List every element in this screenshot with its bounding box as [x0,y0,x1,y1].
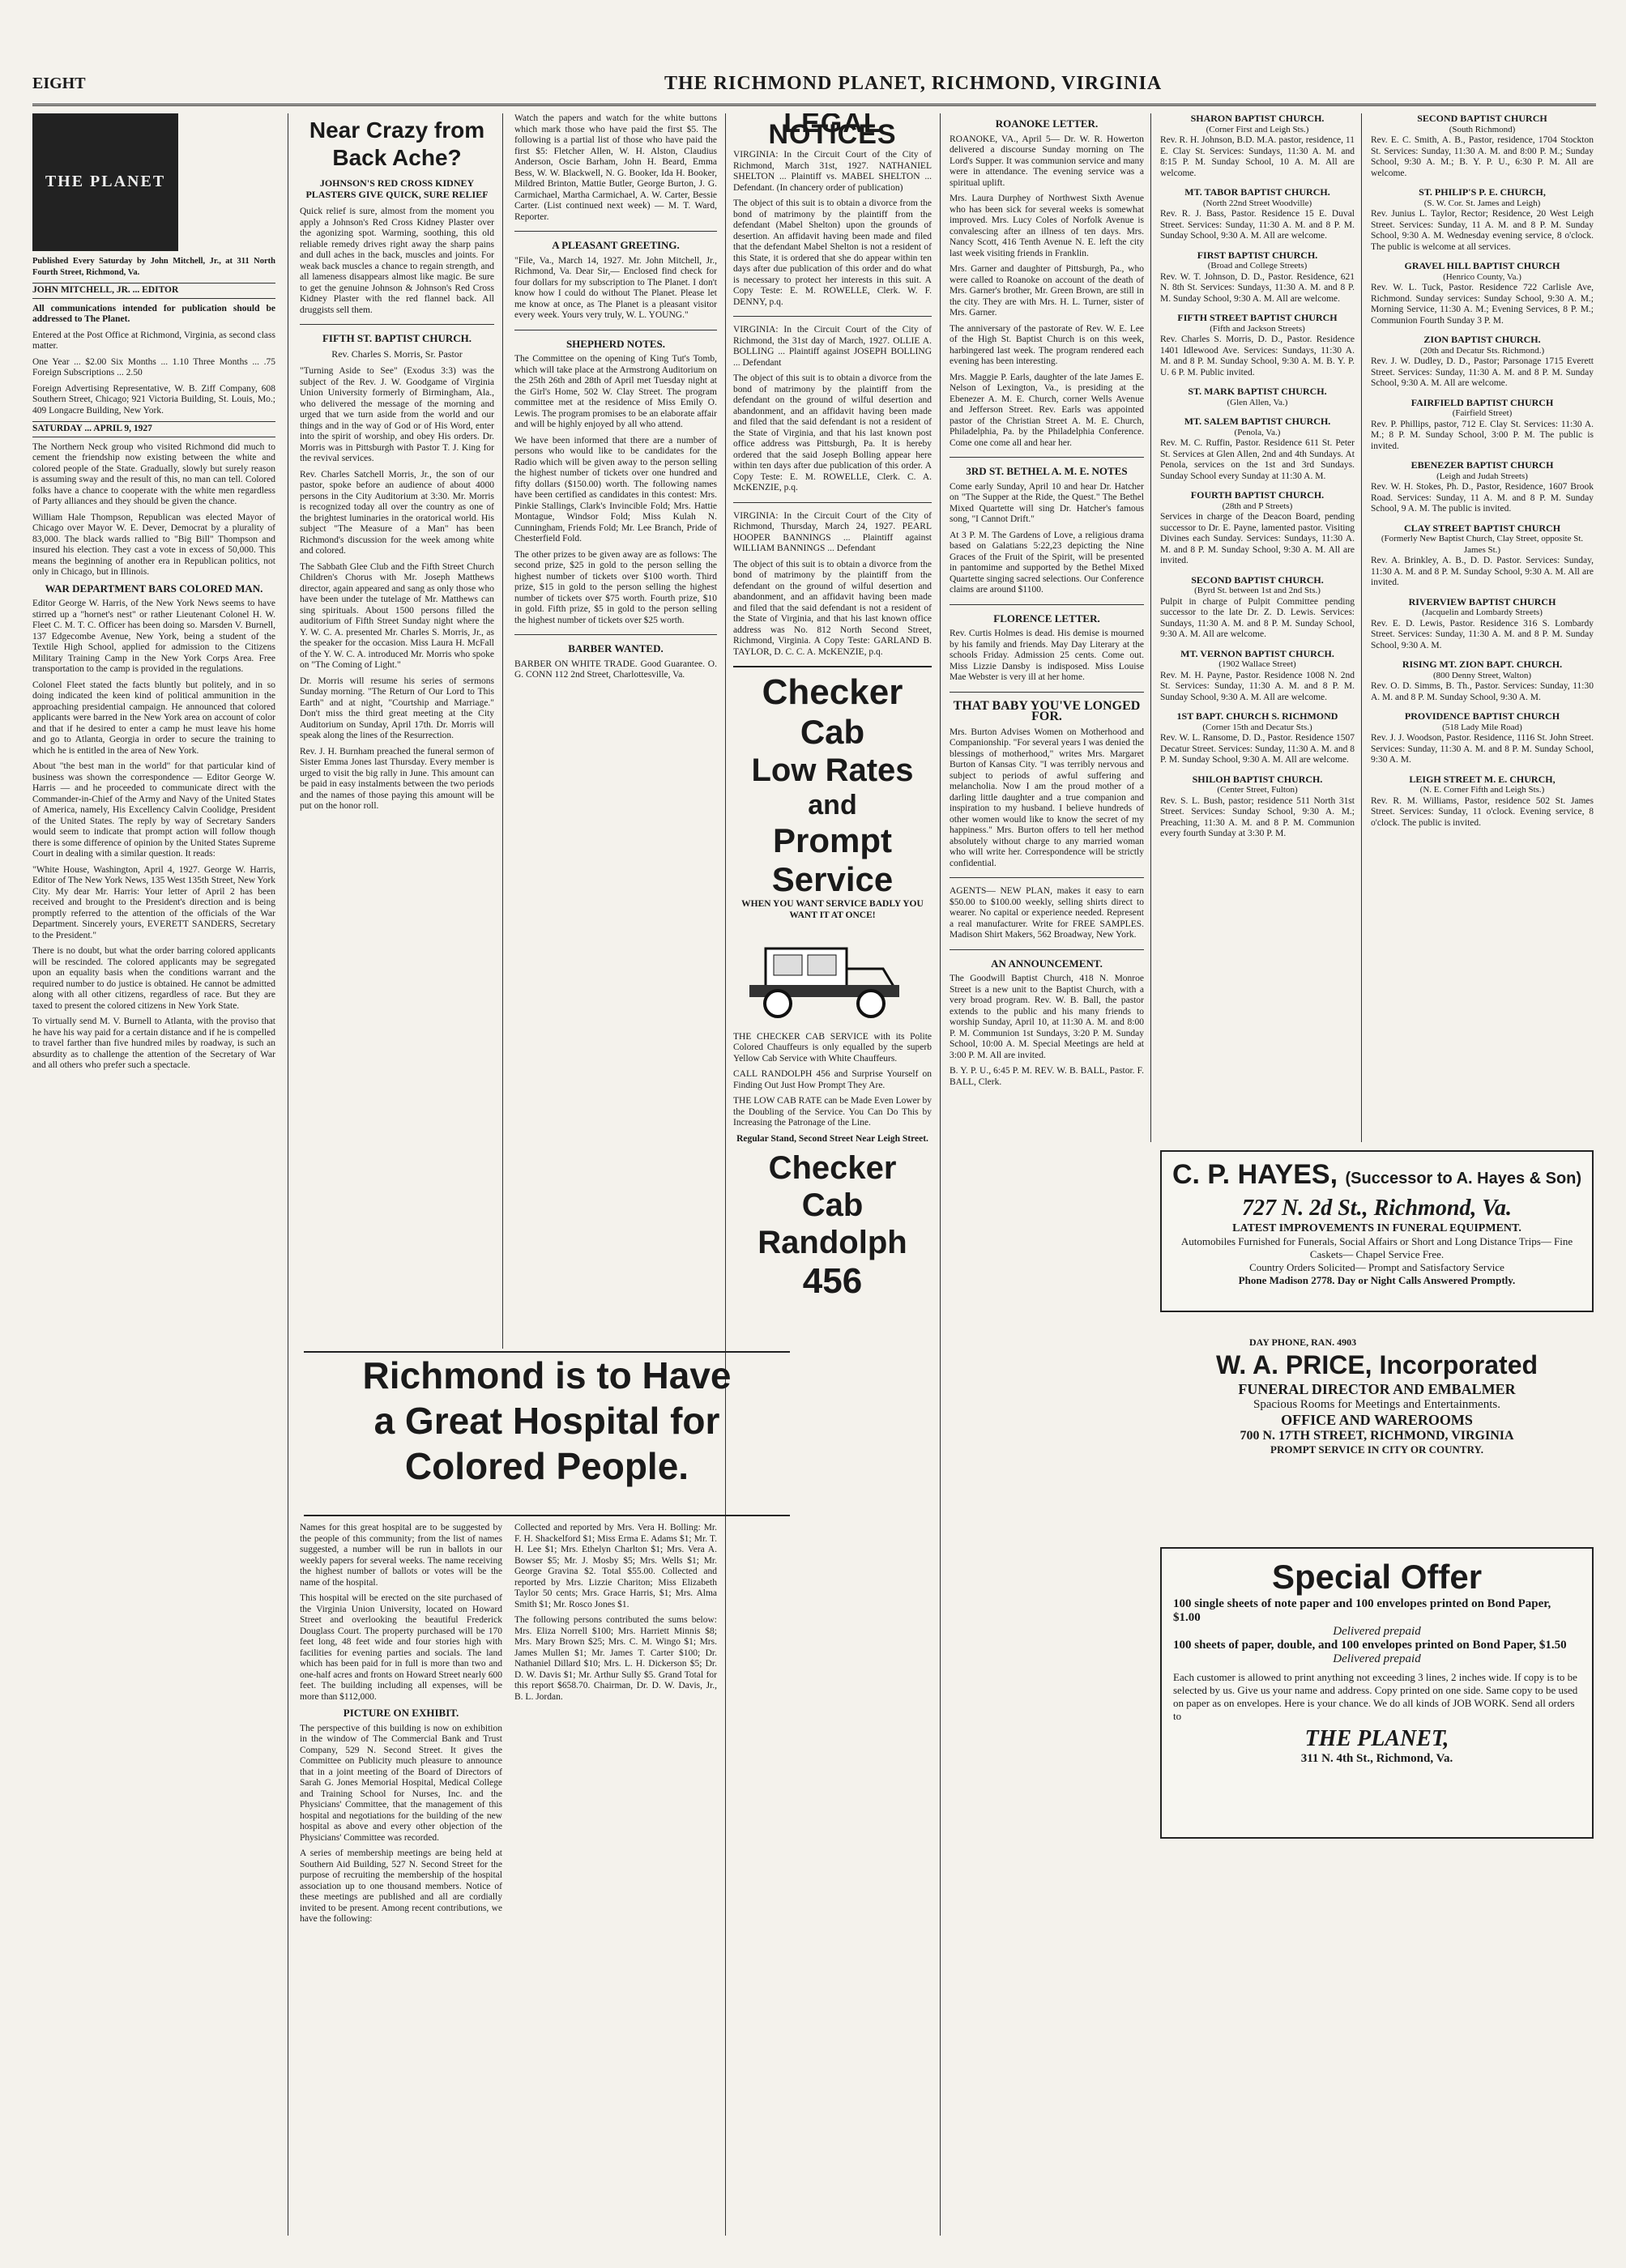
church-listing [1160,250,1355,305]
backache-subhead: JOHNSON'S RED CROSS KIDNEY PLASTERS GIVE QUICK, SURE RELIEF [305,177,489,200]
church-name: FIRST BAPTIST CHURCH. [1197,249,1318,261]
paragraph: We have been informed that there are a number of persons who would like to be candidates for the Radio which will be given away to the person selling the highest number of tickets over one hundred and fifty dollars ($150.00) worth. The following names have been certified as candidates in this contest: Mrs. Pinkie Stallings, Clark's Invincible Fold; Mrs. Hattie Montague, Windsor Fold; Miss Kulah N. Cunningham, Friends Fold; Mr. Lee Branch, Pride of Chesterfield Fold. [514,435,717,544]
church-listing [1160,490,1355,567]
paragraph: Dr. Morris will resume his series of sermons Sunday morning. "The Return of Our Lord to This Earth" and at night, "Courtship and Marriage." Don't miss the third great meeting at the City Auditorium on Sunday, April 17th. Dr. Morris will speak along the lines of the Resurrection. [300,676,494,740]
church-name: RISING MT. ZION BAPT. CHURCH. [1402,659,1563,670]
hospital-headline-1: Richmond is to Have [362,1354,732,1396]
price-line: PROMPT SERVICE IN CITY OR COUNTRY. [1270,1443,1483,1456]
column-rule [502,113,503,1349]
paragraph: The Goodwill Baptist Church, 418 N. Monroe Street is a new unit to the Baptist Church, with a very broad program. Rev. W. B. Ball, the pastor extends to the public and his many friends to worship Sunday, April 10, at 11:30 A. M. and 8:00 P. M. Communion 1st Sundays, 3:20 P. M. Sunday School, 10:00 A. M. Special Meetings are held at 3:00 P. M. All are invited. [950,974,1144,1060]
offer-line: 100 single sheets of note paper and 100 envelopes printed on Bond Paper, $1.00 [1173,1597,1551,1624]
community-column [514,113,717,1345]
paragraph: "Turning Aside to See" (Exodus 3:3) was the subject of the Rev. J. W. Goodgame of Virginia Union University formerly of Birmingham, Ala., who delivered the message of the morning and urged that we turn aside from the world and our things and in the way of God or of His Word, enter into the spirit of worship, and obey His orders. Dr. Morris was in Pittsburgh with Pastor T. J. King for the revival services. [300,366,494,463]
church-address: (Leigh and Judah Streets) [1436,471,1528,481]
church-name: GRAVEL HILL BAPTIST CHURCH [1404,260,1560,271]
church-name: ST. MARK BAPTIST CHURCH. [1188,386,1327,397]
church-address: (Byrd St. between 1st and 2nd Sts.) [1194,586,1321,595]
price-line: FUNERAL DIRECTOR AND EMBALMER [1238,1381,1516,1397]
hayes-successor: (Successor to A. Hayes & Son) [1345,1170,1582,1187]
paragraph: Mrs. Laura Durphey of Northwest Sixth Avenue who has been sick for several weeks is somewhat improved. Mrs. Lucy Coles of Norfolk Avenue is convalescing after an illness of ten days. Mrs. Nancy Scott, 416 Tenth Avenue N. E. left the city last week visiting friends in Franklin. [950,194,1144,258]
church-listing [1371,659,1594,703]
legal-notices-title: LEGAL NOTICES [768,113,897,150]
church-info: Rev. A. Brinkley, A. B., D. D. Pastor. Services: Sunday, 11:30 A. M. and 8 P. M. Sunday School, 9:30 A. M. All are invited. [1371,556,1594,587]
cab-word: Cab [800,713,865,751]
divider [950,604,1144,605]
foreign-rep: Foreign Advertising Representative, W. B. Ziff Company, 608 Southern Street, Chicago; 921 Victoria Building, St. Louis, Mo.; 409 Longacre Building, New York. [32,383,275,416]
paragraph: Mrs. Burton Advises Women on Motherhood and Companionship. "For several years I was denied the blessings of motherhood," writes Mrs. Margaret Burton of Kansas City. "I was terribly nervous and subject to periods of awful suffering and melancholia. Now I am the proud mother of a darling little daughter and a true companion and inspiration to my husband. I believe hundreds of other women would like to know the secret of my happiness." Mrs. Burton offers to tell her method absolutely without charge to any married woman who will write her. Correspondence will be strictly confidential. [950,727,1144,868]
offer-planet: THE PLANET, [1304,1726,1449,1751]
paragraph: To virtually send M. V. Burnell to Atlanta, with the proviso that he have his way paid for a certain distance and if he is compelled to travel farther than five hundred miles by roadway, is such an absurdity as to challenge the attention of the Secretary of War and all others who prefer such a spectacle. [32,1017,275,1070]
church-name: SECOND BAPTIST CHURCH. [1191,573,1324,586]
church-address: (800 Denny Street, Walton) [1432,670,1532,680]
checker-word: Checker [762,672,903,712]
church-name: MT. SALEM BAPTIST CHURCH. [1184,416,1331,427]
article-heading: BARBER WANTED. [568,642,664,654]
church-address: (Broad and College Streets) [1207,261,1308,271]
church-listing [1160,313,1355,378]
page-number: EIGHT [32,75,86,92]
paragraph: Editor George W. Harris, of the New York News seems to have stirred up a "hornet's nest" or rather Lieutenant Colonel H. W. Fleet C. M. T. C. Officer has been doing so. Marsden V. Burnell, 137 Edgecombe Avenue, New York, being a student of the Textile High School, applied for admission to the Citizens Military Training Camp in the New York Corps Area. Free transportation to the camp is provided in the regulations. [32,599,275,674]
divider [300,324,494,325]
legal-notice: The object of this suit is to obtain a divorce from the bond of matrimony by the plaintiff from the defendant on the ground of wilful desertion and abandonment, and an affidavit having been made and filed that the said defendant is not a resident of the State of Virginia, and that his last known post office address was Pittsburgh, Pa. It is hereby ordered that the said Joseph Bolling appear here within ten days after due publication of this order. A Copy Teste: E. M. ROWELLE, Clerk. C. A. McKENZIE, p.q. [733,373,932,492]
article-heading: PICTURE ON EXHIBIT. [343,1707,459,1719]
hayes-line: Automobiles Furnished for Funerals, Social Affairs or Short and Long Distance Trips— Fine Caskets— Chapel Service Free. [1180,1235,1573,1260]
church-address: (Fifth and Jackson Streets) [1210,323,1305,334]
checker-cab-ad [733,666,932,1302]
paragraph: AGENTS— NEW PLAN, makes it easy to earn $50.00 to $100.00 weekly, selling shirts direct to wearer. No capital or experience needed. Represent a real manufacturer. Write for FREE SAMPLES. Madison Shirt Makers, 562 Broadway, New York. [950,886,1144,940]
price-funeral-ad [1160,1336,1594,1498]
kidney-plaster-column [300,113,494,1345]
legal-notices-column [733,113,932,2236]
paragraph: The anniversary of the pastorate of Rev. W. E. Lee of the High St. Baptist Church is on this week, harbingered last week. The program rendered each evening has been interesting. [950,323,1144,366]
price-line: 700 N. 17TH STREET, RICHMOND, VIRGINIA [1240,1429,1514,1443]
editor-line: JOHN MITCHELL, JR. ... EDITOR [32,283,275,299]
church-listing [1160,649,1355,704]
prompt-word: Prompt [773,821,892,859]
church-address: (Formerly New Baptist Church, Clay Street, opposite St. James St.) [1381,534,1584,555]
church-name: SHARON BAPTIST CHURCH. [1190,113,1325,124]
paragraph: The Northern Neck group who visited Richmond did much to cement the friendship now existing between the white and colored people of the State. Gradually, slowly but surely reason is assuming sway and the result of this, no man can tell. Colored folks have a chance to cooperate with the white men regardless of Party alliances and they should be given the chance. [32,441,275,506]
paragraph: Come early Sunday, April 10 and hear Dr. Hatcher on "The Supper at the Ride, the Quest." The Bethel Mixed Quartette will sing Dr. Hatcher's famous song, "I Cannot Drift." [950,481,1144,524]
taxi-car-illustration [733,932,911,1021]
church-address: (Corner First and Leigh Sts.) [1206,124,1309,134]
divider [950,457,1144,458]
article-heading: ROANOKE LETTER. [995,117,1099,130]
church-info: Rev. R. M. Williams, Pastor, residence 502 St. James Street. Services: Sunday, 11 o'clock. Evening service, 8 o'clock. The public is invited. [1371,795,1594,828]
paragraph: Quick relief is sure, almost from the moment you apply a Johnson's Red Cross Kidney Plaster over the agonizing spot. Warming, soothing, this old reliable remedy drives right away the sharp pains and dull aches in the back, muscles and joints. For weak back muscles a chance to regain strength, and all lameness disappears almost like magic. Be sure to get the genuine Johnson & Johnson's Red Cross Kidney Plaster with the red flannel back. All druggists sell them. [300,207,494,315]
church-name: 1ST BAPT. CHURCH S. RICHMOND [1176,710,1338,722]
church-info: Rev. M. H. Payne, Pastor. Residence 1008 N. 2nd St. Services: Sunday, 11:30 A. M. and 8 P. M. Sunday School, 9:30 A. M. All are welcome. [1160,670,1355,702]
hospital-article-right [514,1523,717,2236]
hospital-article-left [300,1523,502,2236]
church-address: (N. E. Corner Fifth and Leigh Sts.) [1419,785,1545,795]
paragraph: BARBER ON WHITE TRADE. Good Guarantee. O. G. CONN 112 2nd Street, Charlottesville, Va. [514,659,717,680]
hayes-line: Country Orders Solicited— Prompt and Satisfactory Service [1249,1261,1504,1273]
paragraph: This hospital will be erected on the site purchased of the Virginia Union University, located on Howard Street and overlooking the beautiful Frederick Douglass Court. The property purchased will be 170 feet long, 48 feet wide and four stories high with facilities for evening parties and socials. The land which has been paid for in full is more than two and one-half acres and fronts on Howard Street nearly 600 feet. The building including all expenses, will be more than $112,000. [300,1593,502,1702]
cab-word-2: Cab [801,1187,864,1223]
church-info: Rev. J. J. Woodson, Pastor. Residence, 1116 St. John Street. Services: Sunday, 11:30 A. M. and 8 P. M. Sunday School, 9:30 A. M. [1371,733,1594,765]
church-listing [1160,711,1355,766]
offer-line: 100 sheets of paper, double, and 100 envelopes printed on Bond Paper, $1.50 [1173,1639,1567,1652]
paragraph: The following persons contributed the sums below: Mrs. Eliza Norrell $100; Mrs. Harriett Minnis $8; Mrs. Mary Brown $25; Mrs. C. M. Wingo $1; Mrs. James Mullen $1; Mr. James T. Carter $100; Dr. Nathaniel Dillard $10; Mrs. L. H. Dickerson $5; Dr. D. W. Davis $1; Mr. Arthur Sully $5. Grand Total for this report $658.70. Chairman, Dr. D. W. Davis, Jr., B. L. Jordan. [514,1615,717,1702]
newspaper-title: THE RICHMOND PLANET, RICHMOND, VIRGINIA [664,73,1163,94]
church-address: (Jacquelin and Lombardy Streets) [1422,608,1543,617]
church-name: RIVERVIEW BAPTIST CHURCH [1408,595,1556,608]
paragraph: "File, Va., March 14, 1927. Mr. John Mitchell, Jr., Richmond, Va. Dear Sir,— Enclosed find check for four dollars for my subscription to The Planet. I don't know how I could do without The Planet. Please let me know at once, as The Planet is a pleasant visitor every week. Yours very truly, W. L. YOUNG." [514,255,717,320]
church-info: Rev. Charles S. Morris, D. D., Pastor. Residence 1401 Idlewood Ave. Services: Sundays, 11:30 A. M. and 8 P. M. Sunday School, 9:30 A. M. B. Y. P. U. 6 P. M. Public invited. [1160,335,1355,377]
paragraph: Names for this great hospital are to be suggested by the people of this community; from the list of names suggested, a number will be run in ballots in our weekly papers for several weeks. The name receiving the highest number of ballots or votes will be the name of the hospital. [300,1523,502,1588]
checker-tagline: WHEN YOU WANT SERVICE BADLY YOU WANT IT AT ONCE! [741,899,924,920]
church-info: Rev. J. W. Dudley, D. D., Pastor; Parsonage 1715 Everett Street. Services: Sunday, 11:30 A. M. and 8 P. M. Sunday School, 9:30 A. M. All are welcome. [1371,356,1594,388]
checker-word-2: Checker [768,1150,897,1186]
entered: Entered at the Post Office at Richmond, Virginia, as second class matter. [32,330,275,351]
paragraph: The Sabbath Glee Club and the Fifth Street Church Children's Chorus with Mr. Joseph Matthews director, again appeared and sang as only those who have been under the tutelage of Mr. Matthews can sing spirituals. About 1500 persons filled the auditorium of Fifth Street Sunday night where the Y. W. C. A. presented Mr. Charles S. Morris, Jr., as the speaker for the occasion. Miss Laura H. McFall of the Y. W. C. A. introduced Mr. Morris who spoke on "The Coming of Light." [300,561,494,670]
article-heading: SHEPHERD NOTES. [565,337,666,350]
paragraph: There is no doubt, but what the order barring colored applicants will be rescinded. The colored applicants may be segregated upon an equality basis when the conditions warrant and the required number to do justice is obtained. He cannot be admitted along with all other citizens, regardless of race. But they are taxed to present the colored citizens in New York State. [32,946,275,1011]
church-name: EBENEZER BAPTIST CHURCH [1410,459,1554,471]
church-listing [1371,187,1594,253]
price-line: OFFICE AND WAREROOMS [1281,1412,1473,1428]
article-heading: A PLEASANT GREETING. [552,239,680,251]
low-rates: Low Rates [751,752,914,788]
church-info: Rev. W. L. Tuck, Pastor. Residence 722 Carlisle Ave, Richmond. Sunday services: Sunday School, 9:30 A. M.; Morning Service, 11:30 A. M.; Evening Services, 8 P. M.; Communion Fourth Sunday 3 P. M. [1371,283,1594,326]
church-name: MT. TABOR BAPTIST CHURCH. [1184,186,1330,198]
masthead [32,71,1596,106]
paragraph: About "the best man in the world" for that particular kind of business was shown the correspondence — Editor George W. Harris — and he proceeded to communicate direct with the Commander-in-Chief of the Army and Navy of the United States of America, namely, His Excellency Calvin Coolidge, President of the United States. The reply by way of Secretary Sanders would seem to indicate that prompt action will follow though there is some difference of opinion by the United States Supreme Court in dealing with a similar question. It reads: [32,761,275,859]
hayes-name: C. P. HAYES, [1171,1159,1338,1190]
legal-notice: The object of this suit is to obtain a divorce from the bond of matrimony by the plaintiff from the defendant on the ground of wilful desertion and abandonment, and an affidavit having been made and filed that the said defendant is not a resident of the State of Virginia, and that his last known office address was No. 812 North Second Street, Richmond, Virginia. A Copy Teste: GARLAND B. TAYLOR, D. C. C. A. McKENZIE, p.q. [733,559,932,657]
hayes-address: 727 N. 2d St., Richmond, Va. [1242,1196,1512,1221]
church-address: (518 Lady Mile Road) [1442,722,1522,732]
church-info: Rev. E. D. Lewis, Pastor. Residence 316 S. Lombardy Street. Services: Sunday, 11:30 A. M. and 8 P. M. Sunday School, 9:30 A. M. [1371,618,1594,650]
rates: One Year ... $2.00 Six Months ... 1.10 Three Months ... .75 Foreign Subscriptions ... 2.50 [32,356,275,377]
article-heading: 3RD ST. BETHEL A. M. E. NOTES [966,465,1128,477]
church-name: SHILOH BAPTIST CHURCH. [1192,773,1323,785]
church-name: MT. VERNON BAPTIST CHURCH. [1180,647,1334,659]
paragraph: The Committee on the opening of King Tut's Tomb, which will take place at the Armstrong Auditorium on the 25th 26th and 28th of April met Tuesday night at the Girl's Home, 502 W. Clay Street. The program committee met at the residence of Miss Emily O. Lewis. The program promises to be an elaborate affair and will be highly enjoyed by all who attend. [514,354,717,429]
randolph-word: Randolph [758,1225,907,1260]
church-address: (Corner 15th and Decatur Sts.) [1202,722,1312,732]
church-info: Rev. R. J. Bass, Pastor. Residence 15 E. Duval Street. Services: Sunday, 11:30 A. M. and 8 P. M. Sunday School, 9:30 A. M. All are welcome. [1160,209,1355,241]
legal-notice: The object of this suit is to obtain a divorce from the bond of matrimony by the plaintiff from the defendant (Mabel Shelton) upon the grounds of desertion. An affidavit having been made and filed that the defendant Mabel Shelton is not a resident of this State, it is ordered that she do appear within ten days after due publication of this order and do what is necessary to protect her interests in this suit. A Copy Teste: E. M. ROWELLE, Clerk. W. F. DENNY, p.q. [733,198,932,307]
church-name: PROVIDENCE BAPTIST CHURCH [1404,710,1560,722]
editorial-column [32,113,275,2236]
hayes-funeral-ad [1160,1150,1594,1312]
service-word: Service [771,860,894,898]
special-offer-ad [1160,1547,1594,1839]
church-info: Rev. W. T. Johnson, D. D., Pastor. Residence, 621 N. 8th St. Services: Sundays, 11:30 A. M. and 8 P. M. Sunday School, 9:30 A. M. All are welcome. [1160,271,1355,304]
paragraph: The perspective of this building is now on exhibition in the window of The Commercial Bank and Trust Company, 529 N. Second Street. It gives the Committee on Publicity much pleasure to announce that in a joint meeting of the Board of Directors of Sarah G. Jones Memorial Hospital, Medical College and Training School for Nurses, Inc. and the Physicians' Committee, that the management of this hospital and negotiations for the building of the new hospital as above and every other objection of the Physicians' Committee was recorded. [300,1723,502,1843]
publisher-line: Published Every Saturday by John Mitchell, Jr., at 311 North Fourth Street, Richmond, Va. [32,257,275,277]
article-heading: WAR DEPARTMENT BARS COLORED MAN. [45,582,263,595]
column-rule [725,113,726,2236]
hayes-line: LATEST IMPROVEMENTS IN FUNERAL EQUIPMENT. [1232,1222,1521,1234]
regular-stand: Regular Stand, Second Street Near Leigh Street. [736,1133,928,1144]
paragraph: The other prizes to be given away are as follows: The second prize, $25 in gold to the person selling the highest number of tickets over $100 worth. Third prize, $15 in gold to the person selling the highest number of tickets over $75 worth. Fourth prize, $10 in gold. Fifth prize, $5 in gold to the person selling the highest number of tickets over $25 worth. [514,549,717,625]
special-offer-title: Special Offer [1271,1558,1483,1596]
church-info: Services in charge of the Deacon Board, pending successor to Dr. E. Payne, lamented pastor. Visiting Divines each Sunday. Services: Sundays, 11:30 A. M. and 8 P. M. Sunday School, 9:30 A. M. All are invited. [1160,512,1355,565]
letter: "White House, Washington, April 4, 1927. George W. Harris, Editor of The New York News, 135 West 135th Street, New York City. My dear Mr. Harris: Your letter of April 2 has been received and brought to the President's direction and is being promptly referred to the attention of the officials of the War Department. Sincerely yours, EVERETT SANDERS, Secretary to the President." [32,864,275,940]
church-listing [1371,523,1594,589]
church-listing [1371,398,1594,453]
church-directory-2 [1371,113,1594,1138]
price-line: Spacious Rooms for Meetings and Entertainments. [1253,1398,1500,1411]
legal-notice: VIRGINIA: In the Circuit Court of the City of Richmond, March 31st, 1927. NATHANIEL SHELTON ... Plaintiff vs. MABEL SHELTON ... Defendant. (In chancery order of publication) [733,150,932,193]
church-address: (Fairfield Street) [1452,408,1513,418]
notice: All communications intended for publication should be addressed to The Planet. [32,303,275,324]
divider [733,502,932,503]
backache-headline: Near Crazy from Back Ache? [309,117,485,170]
church-info: Rev. P. Phillips, pastor, 712 E. Clay St. Services: 11:30 A. M.; 8 P. M. Sunday School, 3:00 P. M. The public is invited. [1371,419,1594,451]
offer-line: Delivered prepaid [1333,1625,1421,1638]
church-name: FOURTH BAPTIST CHURCH. [1190,489,1325,501]
paragraph: Mrs. Garner and daughter of Pittsburgh, Pa., who were called to Roanoke on account of the death of Mrs. Garner's brother, Mr. Green Brown, are still in the city. They are with Mrs. H. L. Turner, sister of Mrs. Garner. [950,264,1144,318]
paragraph: CALL RANDOLPH 456 and Surprise Yourself on Finding Out Just How Prompt They Are. [733,1069,932,1090]
hospital-headline-banner [304,1351,790,1516]
church-name: FAIRFIELD BAPTIST CHURCH [1410,396,1554,408]
phone-number: 456 [802,1261,863,1301]
paragraph: Rev. Curtis Holmes is dead. His demise is mourned by his family and friends. May Day Literary at the schools Friday. Admission 25 cents. Come out. Miss Lizzie Dansby is indisposed. Miss Louise Mae Webster is very ill at her home. [950,629,1144,682]
church-address: (28th and P Streets) [1222,501,1293,511]
church-info: Rev. Junius L. Taylor, Rector; Residence, 20 West Leigh Street. Services: Sunday, 11 A. M. and 8 P. M. Sunday School, 9:30 A. M. Wednesday evening service, 8 o'clock. The public is welcome at all services. [1371,209,1594,252]
article-heading: FLORENCE LETTER. [993,612,1100,625]
church-info: Pulpit in charge of Pulpit Committee pending successor to the late Dr. Z. D. Lewis. Services: Sundays, 11:30 A. M. and 8 P. M. Sunday School, 9:30 A. M. All are welcome. [1160,596,1355,639]
church-info: Rev. O. D. Simms, B. Th., Pastor. Services: Sunday, 11:30 A. M. and 8 P. M. Sunday School, 9:30 A. M. [1371,681,1594,702]
church-listing [1160,113,1355,179]
church-name: FIFTH STREET BAPTIST CHURCH [1177,312,1338,323]
paragraph: Watch the papers and watch for the white buttons which mark those who have paid the first $5. The following is a partial list of those who have paid the first $5: Fletcher Allen, W. H. Alston, Claudius Anderson, Oscie Barham, John H. Beard, Emma Bess, W. W. Blackwell, N. G. Booker, Ida H. Booker, Mildred Brinton, Mattie Butler, George Burton, J. G. Carmichael, Martha Carmichael, A. W. Carter, Bessie Carter. (List continued next week) — M. T. Ward, Reporter. [514,113,717,222]
offer-address: 311 N. 4th St., Richmond, Va. [1300,1752,1453,1765]
paragraph: Mrs. Maggie P. Earls, daughter of the late James E. Nelson of Lexington, Va., is presiding at the Ebenezer A. M. E. Church, corner Wells Avenue and Jefferson Street. Rev. Earls was appointed pastor of the Christian Street A. M. E. Church, Philadelphia, Pa. by the Philadelphia Conference. Come one come all and hear her. [950,372,1144,448]
church-name: ZION BAPTIST CHURCH. [1423,334,1541,345]
column-rule [1361,113,1362,1142]
church-listing [1160,575,1355,641]
paragraph: THE CHECKER CAB SERVICE with its Polite Colored Chauffeurs is only equalled by the superb Yellow Cab Service with White Chauffeurs. [733,1031,932,1064]
pastor-line: Rev. Charles S. Morris, Sr. Pastor [331,347,463,360]
paragraph: B. Y. P. U., 6:45 P. M. REV. W. B. BALL, Pastor. F. BALL, Clerk. [950,1066,1144,1087]
church-address: (S. W. Cor. St. James and Leigh) [1423,198,1541,208]
column-rule [1150,113,1151,1142]
column-rule [940,113,941,2236]
church-address: (20th and Decatur Sts. Richmond.) [1419,345,1545,356]
paragraph: Colonel Fleet stated the facts bluntly but politely, and in so doing indicated the keen kind of political ammunition in the approaching presidential campaign. He announced that colored applicants were barred in the New York area on account of color and that if he desired to enter a camp he must leave his home and go to Atlanta, Georgia in order to secure the training to which he is entitled in the area of New York. [32,680,275,756]
hayes-line: Phone Madison 2778. Day or Night Calls Answered Promptly. [1238,1274,1516,1286]
paragraph: ROANOKE, VA., April 5— Dr. W. R. Howerton delivered a discourse Sunday morning on The Lord's Supper. It was communion service and many were in attendance. The evening service was a spiritual uplift. [950,134,1144,188]
church-listing [1371,460,1594,515]
church-info: Rev. R. H. Johnson, B.D. M.A. pastor, residence, 11 E. Clay St. Services: Sundays, 11:30 A. M. and 8:15 P. M. Sunday School, 10 A. M. All are welcome. [1160,135,1355,178]
church-listing [1371,597,1594,652]
offer-details: Each customer is allowed to print anything not exceeding 3 lines, 2 inches wide. If copy is to be selected by us. Give us your name and address. Copy printed on one side. Same copy to be used on paper as on envelopes. Here is your chance. We do all kinds of JOB WORK. Send all orders to [1173,1671,1578,1722]
paragraph: A series of membership meetings are being held at Southern Aid Building, 527 N. Second Street for the purpose of recruiting the membership of the hospital association up to one thousand members. Notice of these meetings are published and all are cordially invited to be present. Among recent contributions, we have the following: [300,1848,502,1924]
divider [950,877,1144,878]
church-listing [1371,711,1594,766]
hospital-headline-3: Colored People. [404,1445,689,1487]
divider [950,692,1144,693]
church-listing [1160,416,1355,482]
church-name: CLAY STREET BAPTIST CHURCH [1403,522,1561,534]
divider [950,949,1144,950]
article-heading: AN ANNOUNCEMENT. [991,957,1103,970]
church-address: (1902 Wallace Street) [1218,659,1296,669]
church-listing [1371,113,1594,179]
divider [733,316,932,317]
church-info: Rev. W. H. Stokes, Ph. D., Pastor, Residence, 1607 Brook Road. Services: Sunday, 11 A. M. and 8 P. M. Sunday School, 9 A. M. The public is invited. [1371,482,1594,514]
church-address: (South Richmond) [1449,124,1516,134]
church-listing [1160,386,1355,408]
divider [514,231,717,232]
issue-date: SATURDAY ... APRIL 9, 1927 [32,421,275,437]
church-info: Rev. E. C. Smith, A. B., Pastor, residence, 1704 Stockton St. Services: Sunday, 11:30 A. M. and 8:00 P. M.; Sunday School, 9:30 A. M.; B. Y. P. U., 6:30 P. M. All are welcome. [1371,135,1594,178]
paragraph: Rev. Charles Satchell Morris, Jr., the son of our pastor, spoke before an audience of about 4000 persons in the City Auditorium at 3:30. Mr. Morris is recognized today all over the country as one of the brightest luminaries in the oratorical world. His subject "The Measure of a Man" has been Richmond's discussion for the week among white and colored. [300,469,494,556]
hospital-headline-2: a Great Hospital for [373,1400,720,1442]
church-address: (North 22nd Street Woodville) [1202,198,1312,208]
church-address: (Henrico County, Va.) [1443,271,1521,282]
article-heading: FIFTH ST. BAPTIST CHURCH. [322,332,472,344]
paragraph: William Hale Thompson, Republican was elected Mayor of Chicago over Mayor W. E. Dever, Democrat by a plurality of 83,000. The black wards rallied to "Big Bill" Thompson and insured his election. They cast a vote in excess of 50,000. This means the beginning of another era in Republican politics, not only in Chicago, but in Illinois. [32,512,275,577]
legal-notice: VIRGINIA: In the Circuit Court of the City of Richmond, the 31st day of March, 1927. OLLIE A. BOLLING ... Plaintiff against JOSEPH BOLLING ... Defendant [733,325,932,368]
paragraph: Collected and reported by Mrs. Vera H. Bolling: Mr. F. H. Shackelford $1; Miss Erma E. Adams $1; Mr. T. H. Lee $1; Mrs. Ethelyn Charlton $1; Mrs. Vera A. Bowser $5; Mr. J. Mosby $5; Mrs. Wells $1; Mr. George Gravina $2. Total $55.00. Collected and reported by Mrs. Lizzie Chariton; Miss Elizabeth Taylor 50 cents; Mrs. Grace Harris, $1; Mrs. Alma Smith $1; Mr. Rosco Jones $1. [514,1523,717,1609]
church-directory-1 [1160,113,1355,1138]
and-word: and [808,790,857,821]
church-info: Rev. M. C. Ruffin, Pastor. Residence 611 St. Peter St. Services at Glen Allen, 2nd and 4th Sundays. At Penola, services on the 1st and 3rd Sundays. Sunday School every Sunday at 11:30 A. M. [1160,438,1355,481]
paragraph: Rev. J. H. Burnham preached the funeral sermon of Sister Emma Jones last Thursday. Every member is urged to visit the big rally in June. This amount can be paid in easy instalments between the two periods and the names of those paying this amount will be put on the honor roll. [300,746,494,811]
church-address: (Penola, Va.) [1234,427,1281,437]
church-listing [1160,774,1355,840]
letters-column [950,113,1144,2236]
church-listing [1371,335,1594,390]
church-listing [1371,774,1594,829]
paragraph: THE LOW CAB RATE can be Made Even Lower by the Doubling of the Service. You Can Do This by Increasing the Patronage of the Line. [733,1096,932,1128]
baby-ad-heading: THAT BABY YOU'VE LONGED FOR. [953,698,1141,723]
price-phone: DAY PHONE, RAN. 4903 [1249,1336,1357,1348]
church-info: Rev. W. L. Ransome, D. D., Pastor. Residence 1507 Decatur Street. Services: Sunday, 11:30 A. M. and 8 P. M. Sunday School, 9:30 A. M. All are welcome. [1160,733,1355,765]
church-address: (Glen Allen, Va.) [1227,397,1288,407]
planet-logo: THE PLANET [32,113,178,251]
church-listing [1160,187,1355,242]
legal-notice: VIRGINIA: In the Circuit Court of the City of Richmond, Thursday, March 24, 1927. PEARL HOOPER BANNINGS ... Plaintiff against WILLIAM BANNINGS ... Defendant [733,510,932,553]
church-address: (Center Street, Fulton) [1217,785,1298,795]
church-name: SECOND BAPTIST CHURCH [1417,113,1547,124]
divider [514,634,717,635]
paragraph: At 3 P. M. The Gardens of Love, a religious drama based on Galatians 5:22,23 depicting the Nine Graces of the Fruit of the Spirit, will be presented in pantomime and supported by the Bethel Mixed Quartette singing sacred selections. Our Conference claims are around $1100. [950,530,1144,595]
church-info: Rev. S. L. Bush, pastor; residence 511 North 31st Street. Services: Sunday School, 9:30 A. M.; Preaching, 11:30 A. M. and 8 P. M. Communion every fourth Sunday at 3:30 P. M. [1160,795,1355,838]
church-listing [1371,261,1594,326]
offer-line: Delivered prepaid [1333,1652,1421,1665]
price-name: W. A. PRICE, Incorporated [1215,1350,1539,1379]
church-name: LEIGH STREET M. E. CHURCH, [1409,773,1556,785]
church-name: ST. PHILIP'S P. E. CHURCH, [1419,186,1546,198]
